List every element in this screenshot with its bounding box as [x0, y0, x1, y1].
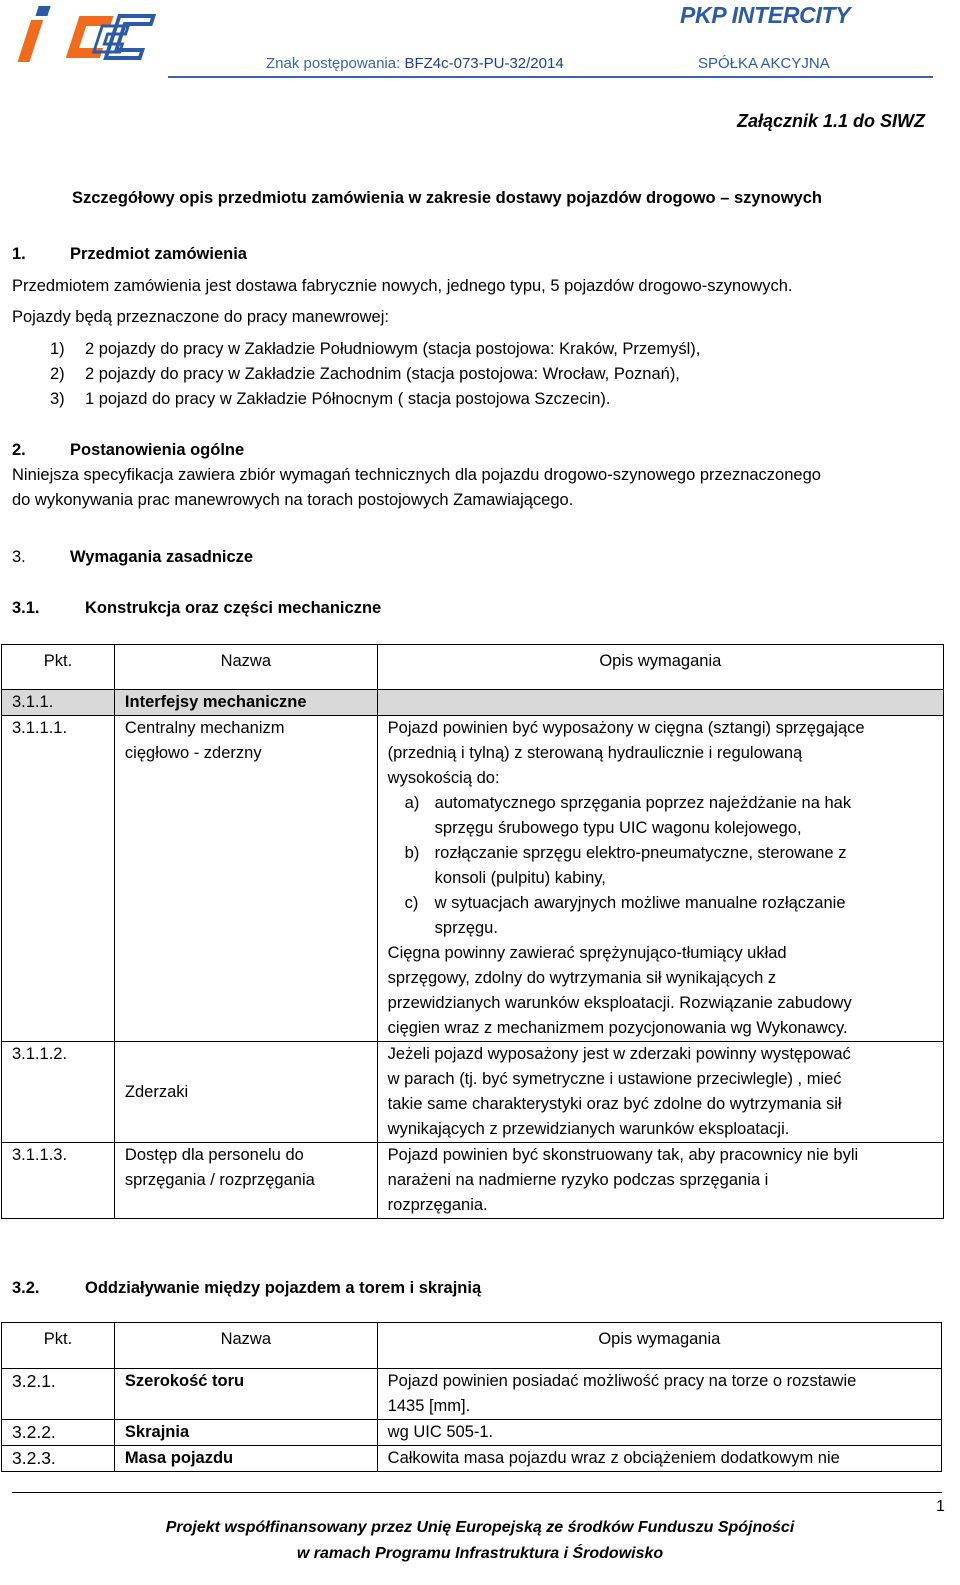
table-header-row [2, 645, 944, 690]
table-row [2, 1143, 944, 1219]
table-row [2, 1042, 944, 1143]
group-pkt: 3.1.1. [2, 690, 115, 716]
row-name [114, 716, 377, 1042]
row-name-line: cięgłowo - zderzny [124, 744, 262, 762]
desc-line: takie same charakterystyki oraz być zdolne do wytrzymania sił [387, 1095, 842, 1113]
desc-line: wysokością do: [387, 769, 500, 787]
col-header-opis: Opis wymagania [377, 645, 943, 690]
row-name: Skrajnia [114, 1420, 377, 1446]
section-1-line-2: Pojazdy będą przeznaczone do pracy manewrowej: [12, 308, 389, 326]
desc-line: Cięgna powinny zawierać sprężynująco-tłumiący układ [387, 944, 787, 962]
section-3-1-number: 3.1. [12, 599, 40, 617]
desc-line: Pojazd powinien być skonstruowany tak, aby pracownicy nie byli [387, 1146, 859, 1164]
list-item [404, 841, 933, 891]
desc-line: sprzęgowy, zdolny do wytrzymania sił wynikających z [387, 969, 777, 987]
desc-line: rozprzęgania. [387, 1196, 488, 1214]
requirement-list [388, 791, 933, 941]
brand-name: PKP INTERCITY [680, 2, 851, 28]
list-item-text: 1 pojazd do pracy w Zakładzie Północnym ( stacja postojowa Szczecin). [85, 390, 611, 408]
section-2-line-1: Niniejsza specyfikacja zawiera zbiór wymagań technicznych dla pojazdu drogowo-szynowego przeznaczonego [12, 466, 821, 484]
table-row [2, 1369, 942, 1420]
footer-line-1: Projekt współfinansowany przez Unię Europejską ze środków Funduszu Spójności [165, 1519, 795, 1536]
page-number: 1 [936, 1498, 945, 1515]
desc-line: Jeżeli pojazd wyposażony jest w zderzaki powinny występować [387, 1045, 851, 1063]
row-pkt: 3.1.1.2. [2, 1042, 115, 1143]
desc-line: konsoli (pulpitu) kabiny, [434, 869, 606, 887]
footer-line-2: w ramach Programu Infrastruktura i Środowisko [296, 1545, 664, 1562]
row-pkt: 3.2.3. [2, 1446, 115, 1472]
col-header-pkt: Pkt. [2, 645, 115, 690]
row-description [377, 1143, 943, 1219]
group-empty [377, 690, 943, 716]
desc-line: 1435 [mm]. [387, 1397, 471, 1415]
list-item-text: 2 pojazdy do pracy w Zakładzie Południowym (stacja postojowa: Kraków, Przemyśl), [85, 340, 701, 358]
table-row [2, 1446, 942, 1472]
desc-line: w sytuacjach awaryjnych możliwe manualne rozłączanie [434, 894, 846, 912]
row-description: wg UIC 505-1. [377, 1420, 941, 1446]
col-header-opis: Opis wymagania [377, 1323, 941, 1369]
section-1-heading: Przedmiot zamówienia [70, 245, 247, 263]
list-item-number: 2) [50, 365, 65, 383]
desc-line: narażeni na nadmierne ryzyko podczas sprzęgania i [387, 1171, 769, 1189]
desc-line: przewidzianych warunków eksploatacji. Rozwiązanie zabudowy [387, 994, 852, 1012]
company-type: SPÓŁKA AKCYJNA [698, 55, 830, 72]
procedure-number: BFZ4c-073-PU-32/2014 [404, 55, 564, 72]
desc-line: sprzęgu. [434, 919, 498, 937]
section-3-2-number: 3.2. [12, 1279, 40, 1297]
list-item-number: 3) [50, 390, 65, 408]
intercity-logo [12, 2, 172, 68]
table-row [2, 1420, 942, 1446]
row-name: Szerokość toru [114, 1369, 377, 1420]
list-marker: b) [404, 844, 420, 862]
desc-line: Pojazd powinien posiadać możliwość pracy na torze o rozstawie [387, 1372, 857, 1390]
section-2-line-2: do wykonywania prac manewrowych na torach postojowych Zamawiającego. [12, 491, 574, 509]
header-divider [168, 76, 933, 78]
desc-line: sprzęgu śrubowego typu UIC wagonu kolejowego, [434, 819, 802, 837]
section-3-number: 3. [12, 548, 26, 566]
section-3-2-heading: Oddziaływanie między pojazdem a torem i skrajnią [85, 1279, 482, 1297]
row-pkt: 3.1.1.3. [2, 1143, 115, 1219]
procedure-label: Znak postępowania: [266, 55, 401, 72]
row-name: Masa pojazdu [114, 1446, 377, 1472]
footer-divider [12, 1492, 942, 1493]
row-name: Zderzaki [114, 1042, 377, 1143]
table-header-row [2, 1323, 942, 1369]
row-description [377, 1369, 941, 1420]
col-header-pkt: Pkt. [2, 1323, 115, 1369]
section-1-line-1: Przedmiotem zamówienia jest dostawa fabrycznie nowych, jednego typu, 5 pojazdów drogowo-szynowych. [12, 277, 793, 295]
list-marker: a) [404, 794, 420, 812]
row-name-line: Dostęp dla personelu do [124, 1146, 304, 1164]
desc-line: automatycznego sprzęgania poprzez najeżdżanie na hak [434, 794, 852, 812]
list-item-text: 2 pojazdy do pracy w Zakładzie Zachodnim (stacja postojowa: Wrocław, Poznań), [85, 365, 680, 383]
desc-line: Pojazd powinien być wyposażony w cięgna (sztangi) sprzęgające [387, 719, 865, 737]
row-description [377, 1042, 943, 1143]
row-name [114, 1143, 377, 1219]
desc-line: wynikających z przewidzianych warunków eksploatacji. [387, 1120, 790, 1138]
section-3-1-heading: Konstrukcja oraz części mechaniczne [85, 599, 382, 617]
section-2-heading: Postanowienia ogólne [70, 441, 245, 459]
table-row [2, 716, 944, 1042]
desc-line: w parach (tj. być symetryczne i ustawione przeciwlegle) , mieć [387, 1070, 842, 1088]
attachment-label: Załącznik 1.1 do SIWZ [737, 111, 926, 131]
row-pkt: 3.2.1. [2, 1369, 115, 1420]
row-name-line: sprzęgania / rozprzęgania [124, 1171, 315, 1189]
list-item [404, 891, 933, 941]
desc-line: rozłączanie sprzęgu elektro-pneumatyczne, sterowane z [434, 844, 847, 862]
col-header-nazwa: Nazwa [114, 1323, 377, 1369]
section-1-number: 1. [12, 245, 26, 263]
desc-line: (przednią i tylną) z sterowaną hydraulicznie i regulowaną [387, 744, 803, 762]
row-pkt: 3.2.2. [2, 1420, 115, 1446]
procedure-reference [266, 55, 564, 72]
group-name: Interfejsy mechaniczne [114, 690, 377, 716]
document-title: Szczegółowy opis przedmiotu zamówienia w zakresie dostawy pojazdów drogowo – szynowych [72, 189, 822, 207]
row-pkt: 3.1.1.1. [2, 716, 115, 1042]
list-marker: c) [404, 894, 419, 912]
table-group-row [2, 690, 944, 716]
row-name-line: Centralny mechanizm [124, 719, 285, 737]
col-header-nazwa: Nazwa [114, 645, 377, 690]
table-mechanical [1, 644, 944, 1219]
list-item-number: 1) [50, 340, 65, 358]
table-track-gauge [1, 1322, 942, 1472]
row-description: Całkowita masa pojazdu wraz z obciążeniem dodatkowym nie [377, 1446, 941, 1472]
section-3-heading: Wymagania zasadnicze [70, 548, 254, 566]
desc-line: cięgien wraz z mechanizmem pozycjonowania wg Wykonawcy. [387, 1019, 848, 1037]
section-2-number: 2. [12, 441, 26, 459]
list-item [404, 791, 933, 841]
row-description [377, 716, 943, 1042]
